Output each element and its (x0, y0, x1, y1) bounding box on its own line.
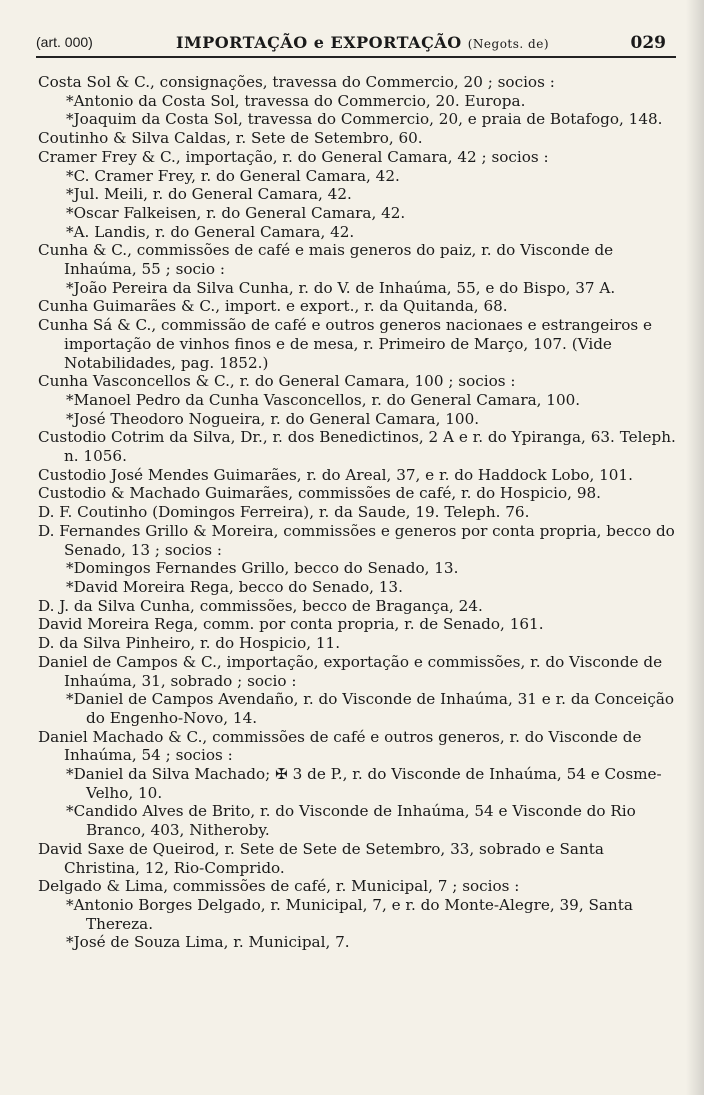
partner-entry: *Daniel de Campos Avendaño, r. do Visconde de Inhaúma, 31 e r. da Conceição do Engenho-Novo, 14. (66, 690, 675, 727)
company-entry: Delgado & Lima, commissões de café, r. Municipal, 7 ; socios : (38, 877, 520, 896)
company-entry: D. da Silva Pinheiro, r. do Hospicio, 11. (38, 634, 341, 653)
company-entry: Coutinho & Silva Caldas, r. Sete de Setembro, 60. (38, 129, 423, 148)
company-entry: David Saxe de Queirod, r. Sete de Sete de Setembro, 33, sobrado e Santa Christina, 12, Rio-Comprido. (38, 839, 604, 877)
company-entry: D. Fernandes Grillo & Moreira, commissões e generos por conta propria, becco do Senado, 13 ; socios : (38, 521, 675, 559)
company-entry: Cunha Sá & C., commissão de café e outros generos nacionaes e estrangeiros e importação de vinhos finos e de mesa, r. Primeiro de Março, 107. (Vide Notabilidades, pag. 1852.) (38, 316, 653, 372)
company-entry: Costa Sol & C., consignações, travessa do Commercio, 20 ; socios : (38, 73, 555, 91)
partner-entry: *Jul. Meili, r. do General Camara, 42. (66, 185, 352, 204)
partner-entry: *C. Cramer Frey, r. do General Camara, 42. (66, 166, 400, 185)
partner-entry: *Antonio Borges Delgado, r. Municipal, 7, e r. do Monte-Alegre, 39, Santa Thereza. (66, 895, 633, 933)
partner-entry: *David Moreira Rega, becco do Senado, 13. (66, 577, 403, 596)
partner-entry: *Domingos Fernandes Grillo, becco do Senado, 13. (66, 559, 459, 578)
partner-entry: *José Theodoro Nogueira, r. do General Camara, 100. (66, 409, 480, 428)
company-entry: Cunha Guimarães & C., import. e export., r. da Quitanda, 68. (38, 297, 508, 316)
page-edge-shadow (686, 0, 704, 1095)
page-title-subtitle: (Negots. de) (467, 37, 549, 51)
company-entry: David Moreira Rega, comm. por conta propria, r. de Senado, 161. (38, 615, 544, 634)
partner-entry: *Antonio da Costa Sol, travessa do Commercio, 20. Europa. (66, 91, 526, 110)
partner-entry: *Oscar Falkeisen, r. do General Camara, 42. (66, 203, 406, 222)
company-entry: Daniel Machado & C., commissões de café e outros generos, r. do Visconde de Inhaúma, 54 ; socios : (38, 727, 642, 765)
partner-entry: *João Pereira da Silva Cunha, r. do V. de Inhaúma, 55, e do Bispo, 37 A. (66, 278, 616, 297)
company-entry: D. F. Coutinho (Domingos Ferreira), r. da Saude, 19. Teleph. 76. (38, 503, 530, 522)
company-entry: D. J. da Silva Cunha, commissões, becco de Bragança, 24. (38, 596, 483, 615)
partner-entry: *Daniel da Silva Machado; ✠ 3 de P., r. do Visconde de Inhaúma, 54 e Cosme-Velho, 10. (66, 765, 662, 802)
partner-entry: *Candido Alves de Brito, r. do Visconde de Inhaúma, 54 e Visconde do Rio Branco, 403, Nitheroby. (66, 802, 636, 840)
company-entry: Cunha Vasconcellos & C., r. do General Camara, 100 ; socios : (38, 372, 516, 391)
company-entry: Cramer Frey & C., importação, r. do General Camara, 42 ; socios : (38, 147, 549, 166)
partner-entry: *Manoel Pedro da Cunha Vasconcellos, r. do General Camara, 100. (66, 390, 581, 409)
article-reference: (art. 000) (36, 34, 93, 50)
partner-entry: *Joaquim da Costa Sol, travessa do Commercio, 20, e praia de Botafogo, 148. (66, 110, 663, 129)
company-entry: Custodio & Machado Guimarães, commissões de café, r. do Hospicio, 98. (38, 484, 601, 503)
partner-entry: *José de Souza Lima, r. Municipal, 7. (66, 933, 350, 952)
partner-entry: *A. Landis, r. do General Camara, 42. (66, 222, 355, 241)
page-number: 029 (630, 33, 666, 53)
page-title (176, 33, 549, 52)
company-entry: Cunha & C., commissões de café e mais generos do paiz, r. do Visconde de Inhaúma, 55 ; socio : (38, 241, 614, 279)
page-header (36, 30, 676, 58)
page-title-main: IMPORTAÇÃO e EXPORTAÇÃO (176, 33, 462, 52)
directory-entries (38, 73, 678, 952)
company-entry: Custodio Cotrim da Silva, Dr., r. dos Benedictinos, 2 A e r. do Ypiranga, 63. Teleph. n. 1056. (38, 428, 676, 466)
company-entry: Custodio José Mendes Guimarães, r. do Areal, 37, e r. do Haddock Lobo, 101. (38, 465, 633, 484)
company-entry: Daniel de Campos & C., importação, exportação e commissões, r. do Visconde de Inhaúma, 31, sobrado ; socio : (38, 652, 663, 690)
